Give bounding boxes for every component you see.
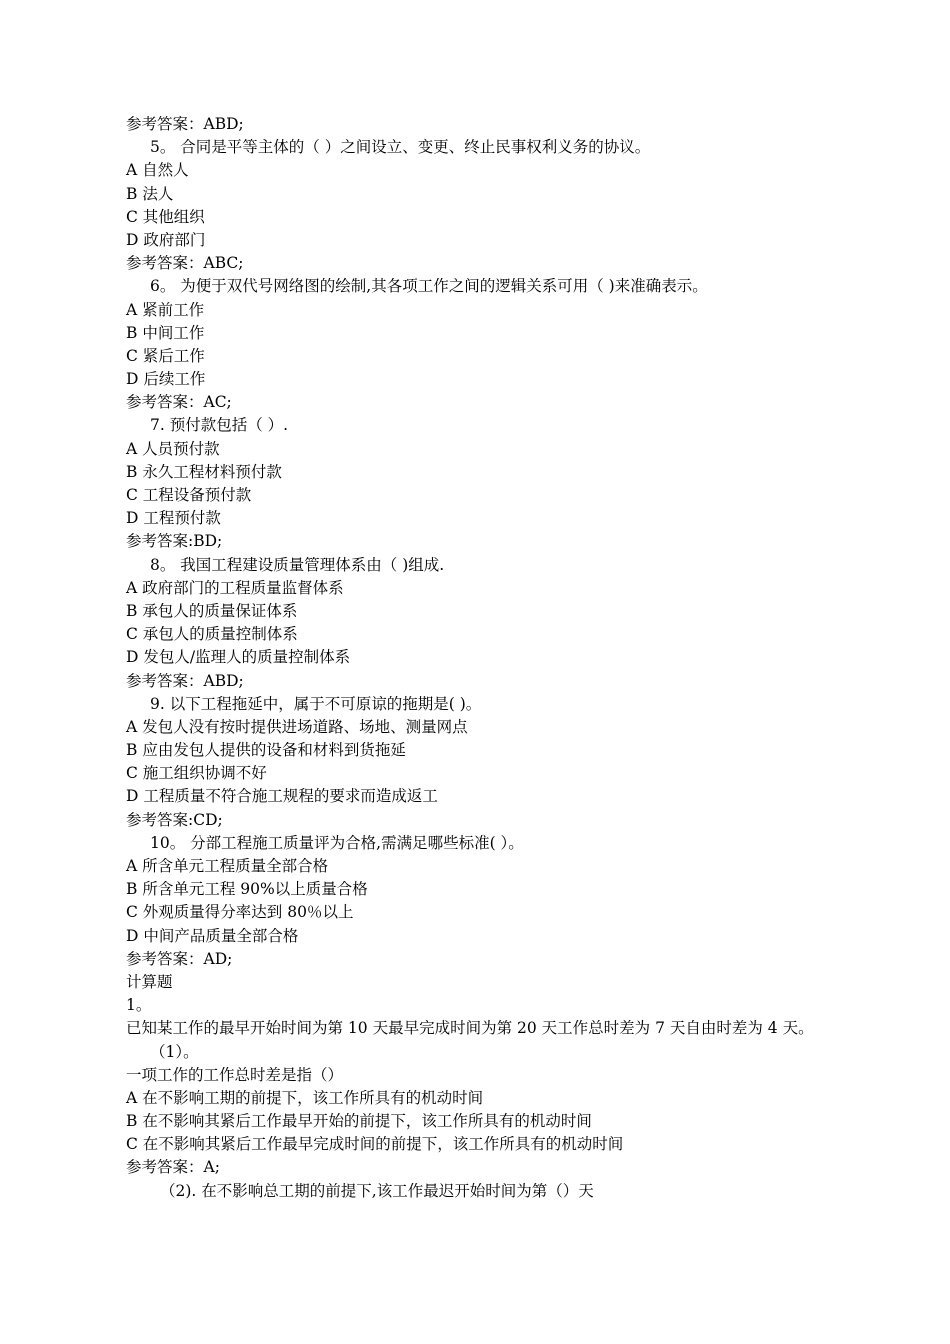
answer-line: 参考答案:CD; <box>126 810 223 829</box>
option-line: D 后续工作 <box>126 370 206 389</box>
answer-line: 参考答案：ABD; <box>126 115 244 133</box>
option-line: C 施工组织协调不好 <box>126 764 267 783</box>
option-line: D 政府部门 <box>126 230 206 249</box>
option-line: B 永久工程材料预付款 <box>126 462 282 481</box>
option-line: A 政府部门的工程质量监督体系 <box>126 578 344 597</box>
option-line: A 发包人没有按时提供进场道路、场地、测量网点 <box>126 717 468 736</box>
option-line: C 其他组织 <box>126 207 205 226</box>
option-line: D 中间产品质量全部合格 <box>126 926 299 945</box>
section-heading: 计算题 <box>126 972 173 991</box>
question-5: 5。 合同是平等主体的（ ）之间设立、变更、终止民事权利义务的协议。 <box>150 138 651 157</box>
subquestion-1: （1）。 <box>150 1042 199 1061</box>
option-line: D 发包人/监理人的质量控制体系 <box>126 648 351 667</box>
option-line: C 承包人的质量控制体系 <box>126 625 298 644</box>
subquestion-1-text: 一项工作的工作总时差是指（） <box>126 1065 344 1084</box>
option-line: A 紧前工作 <box>126 300 205 319</box>
option-line: C 在不影响其紧后工作最早完成时间的前提下，该工作所具有的机动时间 <box>126 1135 624 1154</box>
option-line: D 工程预付款 <box>126 509 221 528</box>
option-line: D 工程质量不符合施工规程的要求而造成返工 <box>126 787 438 806</box>
option-line: A 所含单元工程质量全部合格 <box>126 857 329 875</box>
question-8: 8。 我国工程建设质量管理体系由（ )组成. <box>150 555 445 574</box>
answer-line: 参考答案：AC; <box>126 393 232 412</box>
answer-line: 参考答案：ABD; <box>126 671 244 690</box>
question-10: 10。 分部工程施工质量评为合格,需满足哪些标准( ）。 <box>150 833 524 852</box>
question-6: 6。 为便于双代号网络图的绘制,其各项工作之间的逻辑关系可用（ )来准确表示。 <box>150 277 708 296</box>
answer-line: 参考答案：A; <box>126 1158 220 1177</box>
option-line: B 中间工作 <box>126 323 205 342</box>
option-line: C 工程设备预付款 <box>126 486 252 504</box>
answer-line: 参考答案:BD; <box>126 532 223 551</box>
option-line: B 承包人的质量保证体系 <box>126 601 298 620</box>
option-line: B 所含单元工程 90%以上质量合格 <box>126 880 368 899</box>
problem-number: 1。 <box>126 996 152 1015</box>
option-line: C 外观质量得分率达到 80％以上 <box>126 903 354 922</box>
option-line: C 紧后工作 <box>126 346 205 365</box>
option-line: A 自然人 <box>126 161 189 180</box>
option-line: B 法人 <box>126 184 174 203</box>
option-line: A 人员预付款 <box>126 439 220 458</box>
answer-line: 参考答案：AD; <box>126 949 233 968</box>
document-body <box>126 113 836 1203</box>
option-line: B 在不影响其紧后工作最早开始的前提下，该工作所具有的机动时间 <box>126 1112 592 1131</box>
question-9: 9. 以下工程拖延中，属于不可原谅的拖期是( )。 <box>150 694 482 713</box>
answer-line: 参考答案：ABC; <box>126 254 244 273</box>
question-7: 7. 预付款包括（ ）. <box>150 416 289 435</box>
option-line: A 在不影响工期的前提下，该工作所具有的机动时间 <box>126 1088 484 1107</box>
subquestion-2: （2). 在不影响总工期的前提下,该工作最迟开始时间为第（）天 <box>160 1181 594 1200</box>
option-line: B 应由发包人提供的设备和材料到货拖延 <box>126 741 406 760</box>
problem-statement: 已知某工作的最早开始时间为第 10 天最早完成时间为第 20 天工作总时差为 7 天自由时差为 4 天。 <box>126 1019 814 1038</box>
